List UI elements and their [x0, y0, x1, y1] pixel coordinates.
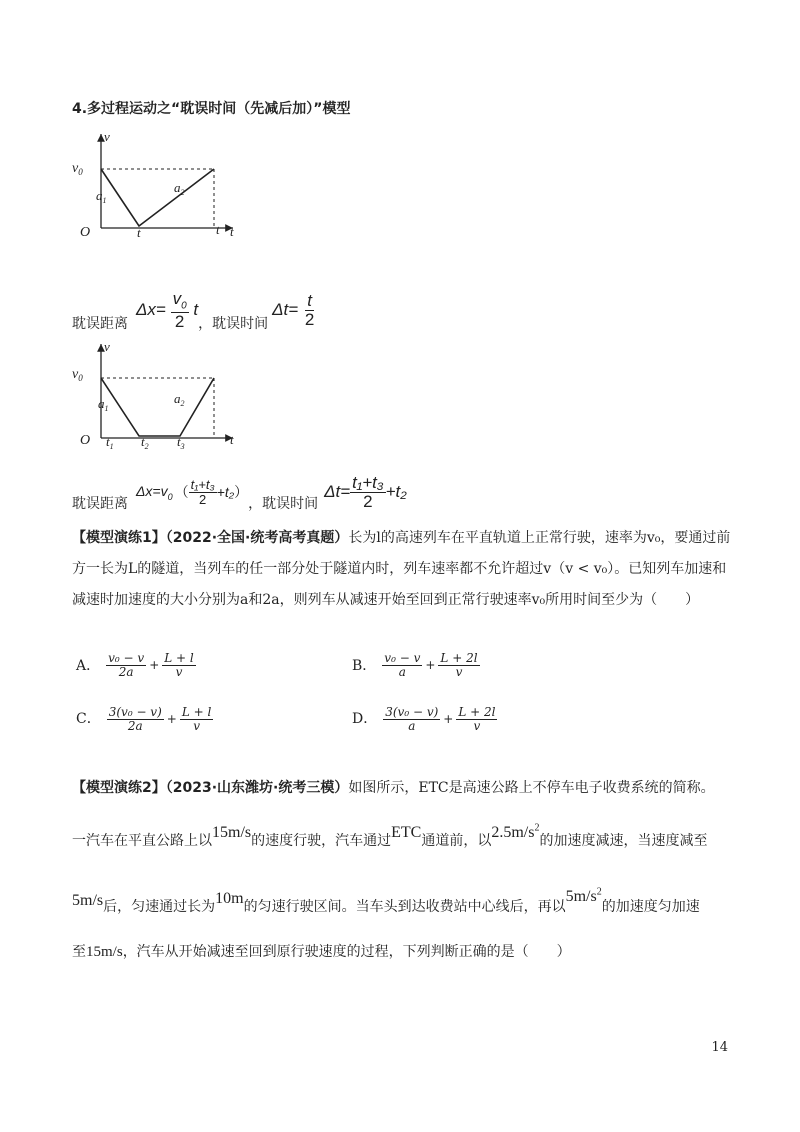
section-heading: 4.多过程运动之“耽误时间（先减后加）”模型 — [72, 101, 351, 117]
delay-time-label: ，耽误时间 — [198, 315, 269, 332]
y-axis-label: v — [104, 340, 110, 354]
t-mid-label: t — [137, 225, 141, 240]
y-axis-label: v — [104, 129, 110, 144]
question-2-source: （2023·山东潍坊·统考三模） — [165, 780, 349, 796]
question-1 — [72, 523, 732, 616]
delay-formula-2 — [72, 474, 407, 511]
delay-distance-label: 耽误距离 — [72, 495, 128, 512]
t1-label: $t_1$ — [106, 434, 114, 451]
origin-label: O — [80, 433, 91, 448]
question-1-tag: 【模型演练1】 — [72, 530, 166, 546]
option-d[interactable]: D． $\frac{\text{3(v₀ − v)}}{a}$ + $\frac{L + 2l}{v}$ — [352, 705, 496, 733]
delay-time-label: ，耽误时间 — [248, 495, 319, 512]
delta-t-formula: Δt= $\frac{t}{2}$ — [272, 291, 315, 329]
a1-label: $a_1$ — [96, 188, 107, 205]
t-end-label: t — [216, 222, 220, 237]
v0-label: $v_0$ — [72, 367, 83, 383]
question-2-line-1: 【模型演练2】（2023·山东潍坊·统考三模）如图所示，ETC是高速公路上不停车电子收费系统的简称。 — [72, 780, 715, 796]
delta-t-formula: Δt= $\frac{\text{t₁+t₃}}{2}$ +t₂ — [324, 473, 407, 511]
a1-label: $a_1$ — [98, 396, 109, 413]
question-2-line-3: 5m/s后，匀速通过长为10m的匀速行驶区间。当车头到达收费站中心线后，再以$5m/s^2$的加速度匀加速 — [72, 886, 700, 915]
vt-graph-1 — [70, 128, 250, 243]
delta-x-formula: $\Delta x=v_0$ （ $\frac{\text{t₁+t₃}}{2}$ +t₂ ） — [136, 477, 249, 507]
v0-label: $v_0$ — [72, 161, 83, 177]
vt-graph-2 — [70, 340, 250, 455]
option-c[interactable]: C． $\frac{\text{3(v₀ − v)}}{2a}$ + $\frac{L + l}{v}$ — [76, 705, 212, 733]
delta-x-formula: Δx= $\frac{v_0}{2}$ t — [136, 289, 199, 331]
t2-label: $t_2$ — [141, 434, 149, 451]
origin-label: O — [80, 225, 91, 240]
a2-label: $a_2$ — [174, 391, 185, 408]
option-b[interactable]: B． $\frac{\text{v₀ − v}}{a}$ + $\frac{L + 2l}{v}$ — [352, 651, 478, 679]
question-1-source: （2022·全国·统考高考真题） — [165, 530, 349, 546]
question-2-line-2: 一汽车在平直公路上以15m/s的速度行驶，汽车通过ETC通道前，以$2.5m/s^2$的加速度减速，当速度减至 — [72, 822, 708, 849]
t-axis-label: t — [230, 432, 234, 447]
a2-label: $a_2$ — [174, 180, 185, 197]
delay-formula-1 — [72, 290, 316, 331]
question-1-text: 长为l的高速列车在平直轨道上正常行驶，速率为v₀，要通过前方一长为L的隧道，当列车的任一部分处于隧道内时，列车速率都不允许超过v（v < v₀）。已知列车加速和减速时加速度的大小分别为a和2a，则列车从减速开始至回到正常行驶速率v₀所用时间至少为（ ） — [72, 530, 731, 608]
question-2-tag: 【模型演练2】 — [72, 780, 166, 796]
option-a[interactable]: A． $\frac{\text{v₀ − v}}{2a}$ + $\frac{L + l}{v}$ — [76, 651, 194, 679]
question-2-line-4: 至15m/s，汽车从开始减速至回到原行驶速度的过程，下列判断正确的是（ ） — [72, 944, 571, 960]
page-number: 14 — [711, 1040, 728, 1055]
t-axis-label: t — [230, 224, 234, 239]
velocity-curve — [101, 378, 214, 436]
t3-label: $t_3$ — [177, 434, 185, 451]
delay-distance-label: 耽误距离 — [72, 315, 128, 332]
velocity-curve — [101, 169, 214, 226]
